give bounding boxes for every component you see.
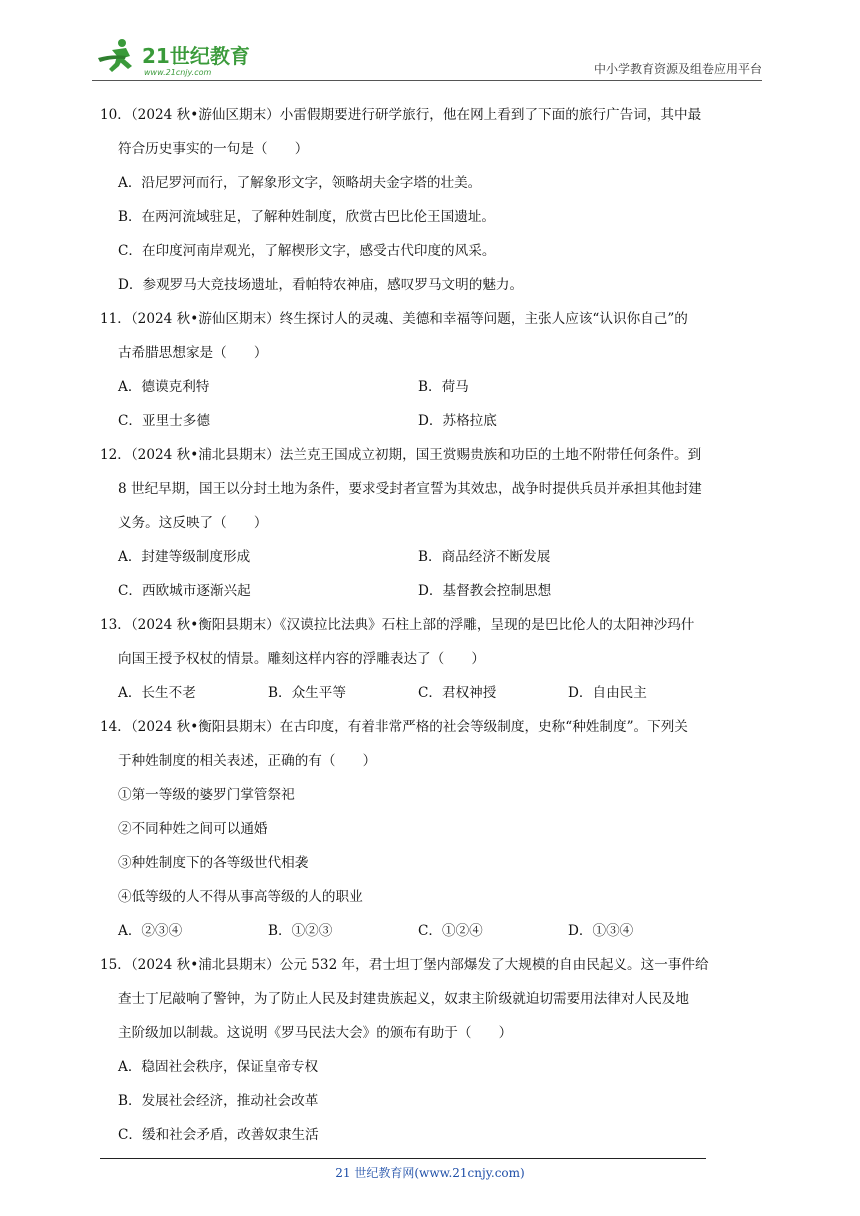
option-row bbox=[100, 272, 762, 306]
option-row bbox=[100, 238, 762, 272]
answer-option[interactable]: B．荷马 bbox=[418, 379, 469, 395]
question-stem: 15．（2024 秋•浦北县期末）公元 532 年，君士坦丁堡内部爆发了大规模的自由民起义。这一事件给 bbox=[100, 957, 709, 973]
footer-divider bbox=[100, 1158, 706, 1159]
answer-option[interactable]: A．稳固社会秩序，保证皇帝专权 bbox=[118, 1059, 319, 1075]
answer-option[interactable]: A．长生不老 bbox=[118, 685, 196, 701]
answer-option[interactable]: B．众生平等 bbox=[268, 685, 346, 701]
answer-option[interactable]: A．②③④ bbox=[118, 923, 183, 939]
answer-option[interactable]: C．君权神授 bbox=[418, 685, 497, 701]
question-text-line: 符合历史事实的一句是（ ） bbox=[118, 141, 309, 157]
question-list bbox=[100, 102, 762, 1156]
logo-text: 21世纪教育 bbox=[142, 44, 250, 68]
question-14 bbox=[100, 714, 762, 952]
question-text-line: ③种姓制度下的各等级世代相袭 bbox=[118, 855, 309, 871]
question-text-line: 主阶级加以制裁。这说明《罗马民法大会》的颁布有助于（ ） bbox=[118, 1025, 513, 1041]
answer-option[interactable]: C．亚里士多德 bbox=[118, 413, 210, 429]
question-text-line: ②不同种姓之间可以通婚 bbox=[118, 821, 268, 837]
answer-option[interactable]: B．①②③ bbox=[268, 923, 333, 939]
answer-option[interactable]: C．西欧城市逐渐兴起 bbox=[118, 583, 251, 599]
option-row bbox=[100, 578, 762, 612]
answer-option[interactable]: D．①③④ bbox=[568, 923, 634, 939]
question-text-line: ④低等级的人不得从事高等级的人的职业 bbox=[118, 889, 363, 905]
question-stem: 10．（2024 秋•游仙区期末）小雷假期要进行研学旅行，他在网上看到了下面的旅行广告词，其中最 bbox=[100, 107, 702, 123]
footer-link[interactable]: 21 世纪教育网(www.21cnjy.com) bbox=[335, 1166, 525, 1180]
question-text-line: 于种姓制度的相关表述，正确的有（ ） bbox=[118, 753, 377, 769]
answer-option[interactable]: C．在印度河南岸观光，了解楔形文字，感受古代印度的风采。 bbox=[118, 243, 496, 259]
question-text-line: 向国王授予权杖的情景。雕刻这样内容的浮雕表达了（ ） bbox=[118, 651, 486, 667]
header-divider bbox=[92, 80, 762, 81]
question-text-line: 义务。这反映了（ ） bbox=[118, 515, 268, 531]
site-logo bbox=[92, 36, 262, 80]
answer-option[interactable]: D．苏格拉底 bbox=[418, 413, 497, 429]
answer-option[interactable]: D．基督教会控制思想 bbox=[418, 583, 552, 599]
runner-icon bbox=[98, 39, 132, 72]
option-row bbox=[100, 1088, 762, 1122]
answer-option[interactable]: C．①②④ bbox=[418, 923, 483, 939]
option-row bbox=[100, 918, 762, 952]
option-row bbox=[100, 1054, 762, 1088]
question-text-line: ①第一等级的婆罗门掌管祭祀 bbox=[118, 787, 295, 803]
option-row bbox=[100, 544, 762, 578]
question-stem: 12．（2024 秋•浦北县期末）法兰克王国成立初期，国王赏赐贵族和功臣的土地不附带任何条件。到 bbox=[100, 447, 702, 463]
logo-url: www.21cnjy.com bbox=[144, 68, 212, 77]
question-text-line: 8 世纪早期，国王以分封土地为条件，要求受封者宣誓为其效忠，战争时提供兵员并承担其他封建 bbox=[118, 481, 702, 497]
answer-option[interactable]: B．商品经济不断发展 bbox=[418, 549, 551, 565]
question-15 bbox=[100, 952, 762, 1156]
question-12 bbox=[100, 442, 762, 612]
page-header bbox=[92, 36, 762, 80]
question-stem: 14．（2024 秋•衡阳县期末）在古印度，有着非常严格的社会等级制度，史称“种姓制度”。下列关 bbox=[100, 719, 688, 735]
question-text-line: 古希腊思想家是（ ） bbox=[118, 345, 268, 361]
answer-option[interactable]: A．封建等级制度形成 bbox=[118, 549, 251, 565]
answer-option[interactable]: A．沿尼罗河而行，了解象形文字，领略胡夫金字塔的壮美。 bbox=[118, 175, 482, 191]
option-row bbox=[100, 680, 762, 714]
answer-option[interactable]: D．参观罗马大竞技场遗址，看帕特农神庙，感叹罗马文明的魅力。 bbox=[118, 277, 524, 293]
option-row bbox=[100, 204, 762, 238]
answer-option[interactable]: D．自由民主 bbox=[568, 685, 647, 701]
platform-name: 中小学教育资源及组卷应用平台 bbox=[593, 62, 762, 76]
option-row bbox=[100, 1122, 762, 1156]
answer-option[interactable]: C．缓和社会矛盾，改善奴隶生活 bbox=[118, 1127, 319, 1143]
option-row bbox=[100, 408, 762, 442]
question-11 bbox=[100, 306, 762, 442]
question-13 bbox=[100, 612, 762, 714]
question-stem: 13．（2024 秋•衡阳县期末）《汉谟拉比法典》石柱上部的浮雕，呈现的是巴比伦人的太阳神沙玛什 bbox=[100, 617, 695, 633]
question-10 bbox=[100, 102, 762, 306]
answer-option[interactable]: B．在两河流域驻足，了解种姓制度，欣赏古巴比伦王国遗址。 bbox=[118, 209, 496, 225]
option-row bbox=[100, 170, 762, 204]
option-row bbox=[100, 374, 762, 408]
question-text-line: 查士丁尼敲响了警钟，为了防止人民及封建贵族起义，奴隶主阶级就迫切需要用法律对人民及地 bbox=[118, 991, 689, 1007]
question-stem: 11．（2024 秋•游仙区期末）终生探讨人的灵魂、美德和幸福等问题，主张人应该“认识你自己”的 bbox=[100, 311, 688, 327]
answer-option[interactable]: A．德谟克利特 bbox=[118, 379, 210, 395]
answer-option[interactable]: B．发展社会经济，推动社会改革 bbox=[118, 1093, 319, 1109]
